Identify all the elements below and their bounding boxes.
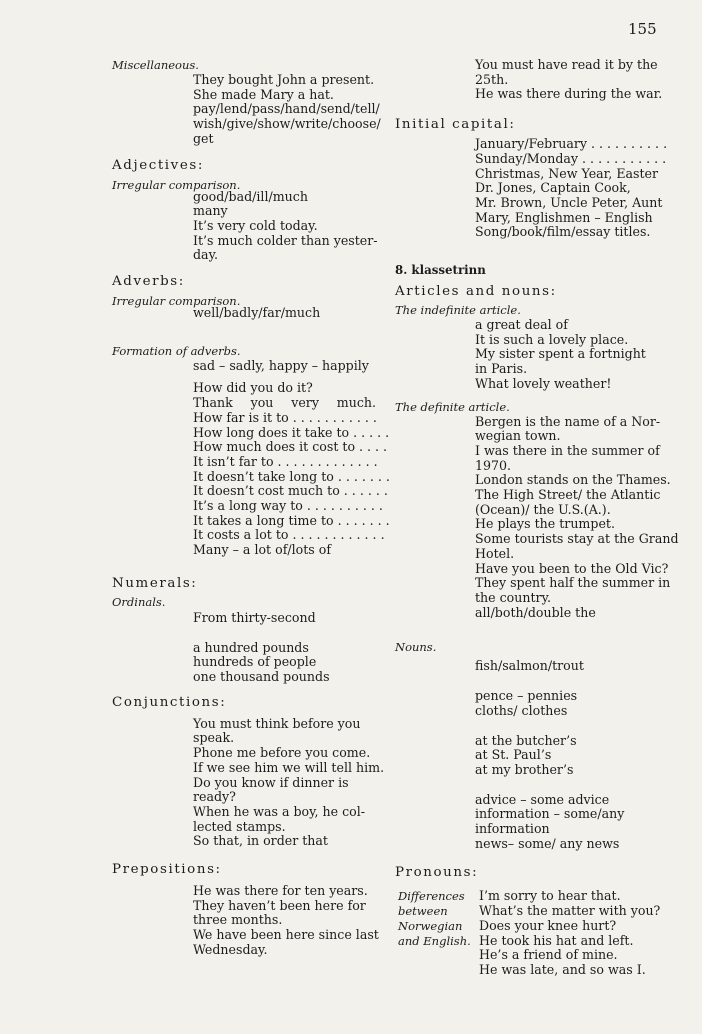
question-line: How did you do it?	[193, 380, 313, 396]
pronoun-line: He was late, and so was I.	[479, 961, 646, 977]
question-line: Many – a lot of/lots of	[193, 542, 331, 558]
adjectives-heading: Adjectives:	[112, 157, 204, 173]
question-line: It isn’t far to . . . . . . . . . . . . .	[193, 453, 378, 469]
noun-group-2	[395, 689, 665, 718]
adj-irregular-label: Irregular comparison.	[112, 177, 241, 192]
conjunction-line: lected stamps.	[193, 818, 286, 834]
noun-line: information	[475, 821, 550, 837]
conjunctions-heading: Conjunctions:	[112, 694, 227, 710]
definite-line: all/both/double the	[475, 604, 596, 620]
formation-examples	[112, 359, 376, 374]
definite-line: 1970.	[475, 457, 512, 473]
misc-line: They bought John a present.	[193, 72, 375, 87]
conjunction-line: speak.	[193, 730, 235, 746]
capital-line: Mr. Brown, Uncle Peter, Aunt	[475, 194, 663, 210]
right-column	[395, 57, 679, 978]
numeral-examples	[112, 641, 376, 685]
top-line: 25th.	[475, 71, 509, 87]
conjunction-line: If we see him we will tell him.	[193, 759, 385, 775]
ordinal-example	[112, 611, 376, 626]
question-line: How much does it cost to . . . .	[193, 439, 388, 455]
noun-line: pence – pennies	[475, 688, 578, 704]
misc-line: She made Mary a hat.	[193, 86, 334, 102]
side-label-line: between	[398, 904, 448, 919]
formation-line: sad – sadly, happy – happily	[193, 357, 369, 373]
conjunction-line: When he was a boy, he col-	[193, 803, 366, 819]
indefinite-line: It is such a lovely place.	[475, 331, 629, 347]
adverbs-heading: Adverbs:	[112, 274, 185, 290]
capital-line: Sunday/Monday . . . . . . . . . . .	[475, 150, 667, 166]
side-label-line: Differences	[398, 889, 465, 904]
pronoun-block	[395, 889, 665, 977]
adj-line: It’s much colder than yester-	[193, 232, 378, 248]
pronoun-line: He’s a friend of mine.	[479, 947, 618, 963]
indefinite-line: What lovely weather!	[475, 375, 612, 391]
ordinals-label: Ordinals.	[112, 594, 166, 609]
definite-examples	[395, 413, 679, 621]
noun-group-1	[395, 659, 665, 674]
definite-line: (Ocean)/ the U.S.(A.).	[475, 501, 611, 517]
noun-group-3	[395, 734, 665, 778]
definite-line: wegian town.	[475, 428, 561, 444]
conjunction-line: So that, in order that	[193, 833, 328, 849]
pronoun-line: I’m sorry to hear that.	[479, 888, 621, 904]
indefinite-line: My sister spent a fortnight	[475, 346, 646, 362]
noun-line: at my brother’s	[475, 761, 574, 777]
ordinal-line: From thirty-second	[193, 609, 316, 625]
misc-line: pay/lend/pass/hand/send/tell/	[193, 101, 380, 117]
grade-heading: 8. klassetrinn	[395, 263, 486, 278]
articles-heading: Articles and nouns:	[395, 284, 557, 300]
definite-line: I was there in the summer of	[475, 442, 660, 458]
misc-line: wish/give/show/write/choose/	[193, 116, 381, 132]
top-examples	[395, 58, 665, 102]
question-line: It’s a long way to . . . . . . . . . .	[193, 498, 383, 514]
preposition-examples	[112, 883, 379, 958]
conjunction-line: You must think before you	[193, 715, 361, 731]
numeral-line: one thousand pounds	[193, 668, 330, 684]
question-line: It costs a lot to . . . . . . . . . . . .	[193, 527, 385, 543]
top-line: You must have read it by the	[475, 57, 658, 72]
preposition-line: three months.	[193, 912, 283, 928]
preposition-line: They haven’t been here for	[193, 897, 366, 913]
noun-line: information – some/any	[475, 806, 625, 822]
adv-irregular-label: Irregular comparison.	[112, 294, 241, 309]
adverb-questions	[112, 380, 390, 558]
misc-line: get	[193, 130, 214, 146]
indefinite-line: a great deal of	[475, 317, 568, 333]
preposition-line: We have been here since last	[193, 927, 379, 943]
top-line: He was there during the war.	[475, 86, 663, 102]
adj-line: It’s very cold today.	[193, 217, 318, 233]
initial-capital-heading: Initial capital:	[395, 117, 516, 133]
definite-line: Have you been to the Old Vic?	[475, 560, 669, 576]
left-column	[112, 58, 390, 958]
conjunction-examples	[112, 715, 385, 849]
nouns-label: Nouns.	[395, 640, 437, 655]
numeral-line: hundreds of people	[193, 654, 317, 670]
question-line: How long does it take to . . . . .	[193, 424, 390, 440]
capital-line: Dr. Jones, Captain Cook,	[475, 180, 631, 196]
capital-line: Christmas, New Year, Easter	[475, 165, 659, 181]
indefinite-label: The indefinite article.	[395, 303, 521, 318]
pronoun-line: What’s the matter with you?	[479, 903, 661, 919]
misc-examples	[112, 72, 381, 147]
definite-line: He plays the trumpet.	[475, 516, 615, 532]
question-line: Thank you very much.	[193, 395, 376, 411]
noun-line: advice – some advice	[475, 791, 610, 807]
conjunction-line: Phone me before you come.	[193, 745, 371, 761]
noun-line: fish/salmon/trout	[475, 658, 584, 674]
noun-line: news– some/ any news	[475, 835, 620, 851]
preposition-line: He was there for ten years.	[193, 883, 368, 899]
definite-line: They spent half the summer in	[475, 575, 671, 591]
numerals-heading: Numerals:	[112, 575, 198, 591]
definite-line: Some tourists stay at the Grand	[475, 531, 679, 547]
page-number: 155	[628, 20, 657, 38]
question-line: It doesn’t take long to . . . . . . .	[193, 468, 390, 484]
noun-line: at the butcher’s	[475, 732, 577, 748]
indefinite-line: in Paris.	[475, 361, 528, 377]
definite-label: The definite article.	[395, 399, 510, 414]
question-line: It takes a long time to . . . . . . .	[193, 512, 390, 528]
definite-line: Bergen is the name of a Nor-	[475, 413, 661, 429]
indefinite-examples	[395, 318, 665, 392]
adj-line: many	[193, 203, 228, 219]
capital-line: Song/book/film/essay titles.	[475, 224, 651, 240]
miscellaneous-label: Miscellaneous.	[112, 58, 199, 72]
question-line: It doesn’t cost much to . . . . . .	[193, 483, 388, 499]
side-label-line: and English.	[398, 933, 471, 948]
adj-line: good/bad/ill/much	[193, 188, 308, 204]
pronouns-heading: Pronouns:	[395, 865, 479, 881]
prepositions-heading: Prepositions:	[112, 862, 222, 878]
formation-label: Formation of adverbs.	[112, 343, 241, 358]
capital-examples	[395, 136, 668, 240]
side-label-line: Norwegian	[398, 918, 463, 933]
numeral-line: a hundred pounds	[193, 639, 309, 655]
definite-line: Hotel.	[475, 545, 515, 561]
conjunction-line: ready?	[193, 789, 236, 805]
adv-line: well/badly/far/much	[193, 305, 321, 321]
adjective-examples	[112, 190, 376, 264]
definite-line: the country.	[475, 589, 552, 605]
pronoun-line: He took his hat and left.	[479, 932, 634, 948]
definite-line: London stands on the Thames.	[475, 472, 671, 488]
pronoun-side-label	[398, 889, 471, 948]
definite-line: The High Street/ the Atlantic	[475, 487, 661, 503]
preposition-line: Wednesday.	[193, 941, 268, 957]
question-line: How far is it to . . . . . . . . . . .	[193, 409, 377, 425]
conjunction-line: Do you know if dinner is	[193, 774, 349, 790]
noun-line: at St. Paul’s	[475, 747, 552, 763]
capital-line: Mary, Englishmen – English	[475, 209, 653, 225]
adj-line: day.	[193, 247, 219, 263]
pronoun-line: Does your knee hurt?	[479, 917, 617, 933]
noun-group-4	[395, 793, 665, 852]
noun-line: cloths/ clothes	[475, 702, 568, 718]
capital-line: January/February . . . . . . . . . .	[475, 136, 668, 152]
